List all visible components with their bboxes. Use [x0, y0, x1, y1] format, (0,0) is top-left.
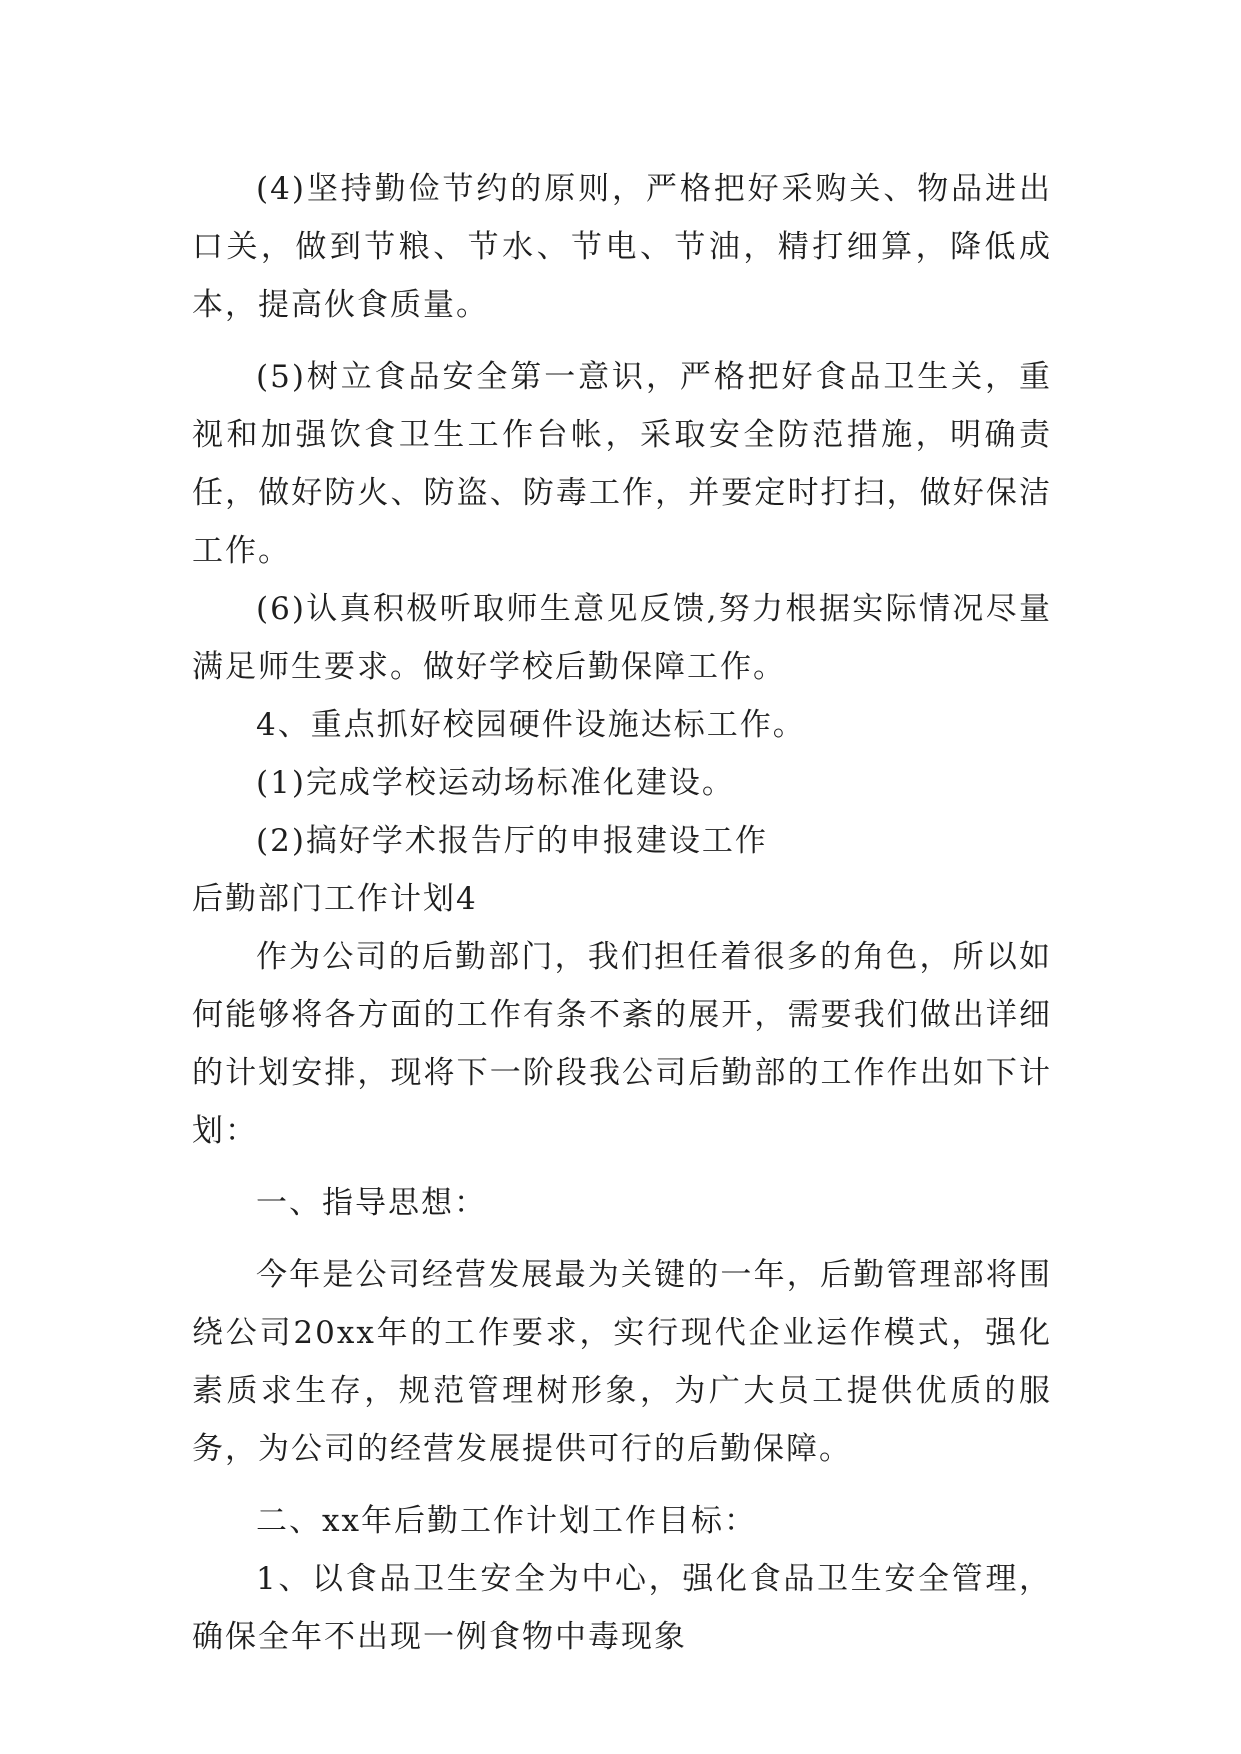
paragraph-section-4: 4、重点抓好校园硬件设施达标工作。: [256, 707, 806, 743]
section-title: 后勤部门工作计划4: [192, 881, 478, 917]
paragraph-intro: 作为公司的后勤部门，我们担任着很多的角色，所以如何能够将各方面的工作有条不紊的展开，需要我们做出详细的计划安排，现将下一阶段我公司后勤部的工作作出如下计划：: [192, 939, 1052, 1149]
document-body: [192, 160, 1052, 1666]
paragraph-item-1: (1)完成学校运动场标准化建设。: [256, 765, 735, 801]
paragraph-goal-1: 1、以食品卫生安全为中心，强化食品卫生安全管理，确保全年不出现一例食物中毒现象: [192, 1561, 1052, 1655]
paragraph-guiding-thought: 今年是公司经营发展最为关键的一年，后勤管理部将围绕公司20xx年的工作要求，实行现代企业运作模式，强化素质求生存，规范管理树形象，为广大员工提供优质的服务，为公司的经营发展提供可行的后勤保障。: [192, 1257, 1052, 1467]
paragraph-item-5: (5)树立食品安全第一意识，严格把好食品卫生关，重视和加强饮食卫生工作台帐，采取安全防范措施，明确责任，做好防火、防盗、防毒工作，并要定时打扫，做好保洁工作。: [192, 359, 1052, 569]
paragraph-item-2: (2)搞好学术报告厅的申报建设工作: [256, 823, 768, 859]
paragraph-item-6: (6)认真积极听取师生意见反馈,努力根据实际情况尽量满足师生要求。做好学校后勤保障工作。: [192, 591, 1052, 685]
heading-guiding-thought: 一、指导思想：: [256, 1185, 487, 1221]
paragraph-item-4: (4)坚持勤俭节约的原则，严格把好采购关、物品进出口关，做到节粮、节水、节电、节油，精打细算，降低成本，提高伙食质量。: [192, 171, 1052, 323]
heading-work-goals: 二、xx年后勤工作计划工作目标：: [256, 1503, 757, 1539]
